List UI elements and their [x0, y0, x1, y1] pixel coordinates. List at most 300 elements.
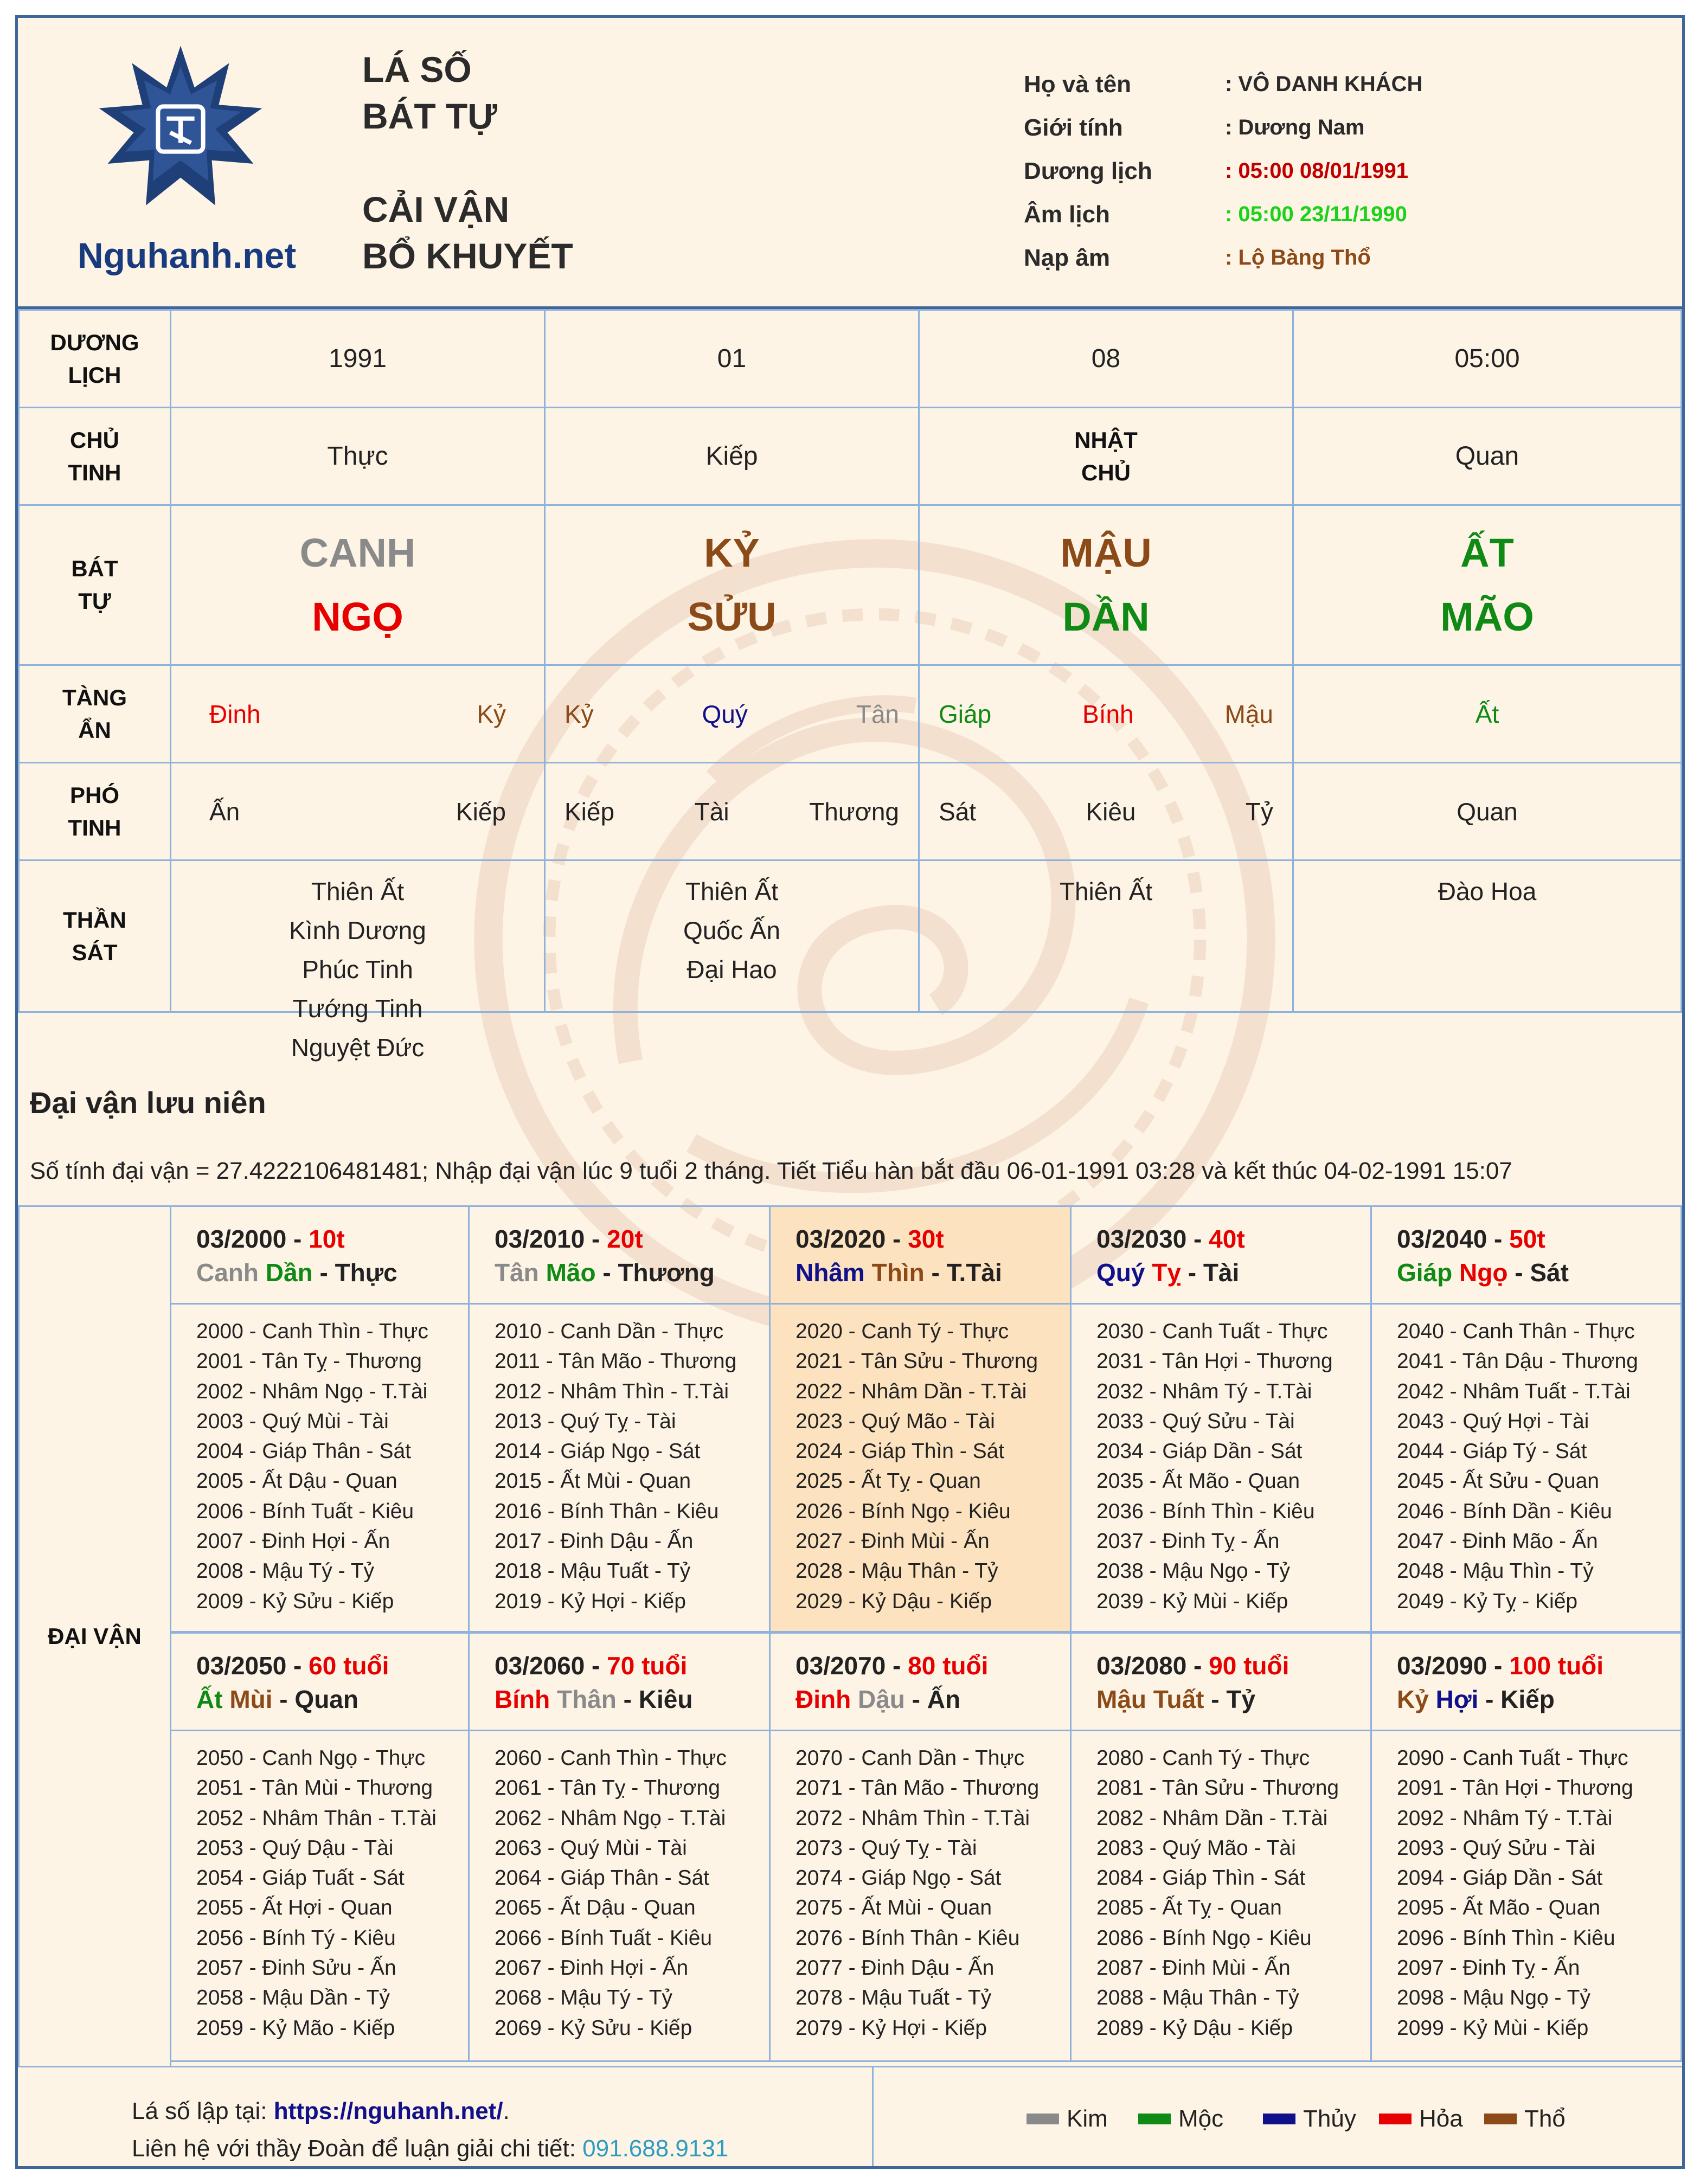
row-header-duong-lich: DƯƠNG LỊCH [18, 309, 171, 408]
year-item: 2039 - Kỷ Mùi - Kiếp [1096, 1589, 1288, 1613]
year-item: 2000 - Canh Thìn - Thực [196, 1320, 428, 1343]
dai-van-years [468, 1730, 771, 2062]
spirit-star: Quốc Ấn [683, 916, 780, 945]
earthly-branch: DẦN [1062, 594, 1150, 639]
dai-van-period [769, 1632, 1072, 1731]
site-name: Nguhanh.net [78, 235, 297, 275]
year-item: 2041 - Tân Dậu - Thương [1397, 1350, 1638, 1373]
dai-van-start [196, 1222, 468, 1256]
year-item: 2001 - Tân Tỵ - Thương [196, 1350, 422, 1373]
year-item: 2056 - Bính Tý - Kiêu [196, 1926, 396, 1950]
year-item: 2079 - Kỷ Hợi - Kiếp [796, 2016, 987, 2040]
space [865, 1258, 872, 1287]
ten-god: - Thương [595, 1258, 715, 1287]
dai-van-period [170, 1205, 470, 1305]
pillar-cell [1292, 664, 1682, 763]
dai-van-heading: Đại vận lưu niên [30, 1085, 266, 1120]
mộc-swatch-icon [1138, 2114, 1171, 2124]
secondary-star: Kiếp [564, 797, 615, 826]
secondary-star: Ấn [209, 797, 240, 826]
branch: Tuất [1153, 1685, 1204, 1713]
year-item: 2090 - Canh Tuất - Thực [1397, 1746, 1628, 1770]
year-item: 2096 - Bính Thìn - Kiêu [1397, 1926, 1615, 1950]
pillar-main-star: Thực [170, 407, 546, 506]
start-date: 03/2010 [495, 1225, 585, 1253]
year-item: 2067 - Đinh Hợi - Ấn [495, 1956, 689, 1980]
year-item: 2005 - Ất Dậu - Quan [196, 1469, 397, 1493]
dai-van-years [769, 1730, 1072, 2062]
pillar-cell [918, 762, 1294, 861]
info-value: : Dương Nam [1225, 115, 1365, 139]
pillar-cell [544, 664, 920, 763]
year-item: 2050 - Canh Ngọ - Thực [196, 1746, 426, 1770]
legend-label: Kim [1067, 2105, 1108, 2132]
year-item: 2030 - Canh Tuất - Thực [1096, 1320, 1328, 1343]
year-item: 2064 - Giáp Thân - Sát [495, 1866, 710, 1890]
start-date: 03/2060 [495, 1652, 585, 1680]
legend-item [1379, 2105, 1463, 2132]
info-value: : 05:00 23/11/1990 [1225, 202, 1407, 226]
pillar-spirit-list [544, 859, 920, 1013]
nguhanh-logo-icon [94, 42, 267, 216]
stem: Canh [196, 1258, 259, 1287]
title-line-2: BÁT TỰ [362, 96, 498, 136]
site-link[interactable]: https://nguhanh.net/ [273, 2098, 503, 2124]
secondary-star: Thương [809, 797, 899, 826]
pillar-main-star: NHẬT CHỦ [918, 407, 1294, 506]
pillar-stem-branch [918, 504, 1294, 666]
dai-van-pillar [796, 1256, 1070, 1289]
footer-contact [132, 2135, 728, 2162]
ten-god: - T.Tài [924, 1258, 1002, 1287]
year-item: 2019 - Kỷ Hợi - Kiếp [495, 1589, 686, 1613]
dai-van-years [170, 1730, 470, 2062]
hidden-stem: Đinh [209, 699, 261, 728]
pillar-date: 01 [544, 309, 920, 408]
spirit-star: Tướng Tinh [292, 994, 423, 1023]
year-item: 2054 - Giáp Tuất - Sát [196, 1866, 405, 1890]
separator: - [1487, 1652, 1510, 1680]
year-item: 2069 - Kỷ Sửu - Kiếp [495, 2016, 692, 2040]
secondary-star: Kiếp [456, 797, 506, 826]
hidden-stem: Quý [702, 699, 748, 728]
phone-number[interactable]: 091.688.9131 [582, 2135, 729, 2162]
year-item: 2081 - Tân Sửu - Thương [1096, 1776, 1339, 1800]
year-item: 2021 - Tân Sửu - Thương [796, 1350, 1038, 1373]
branch: Ngọ [1459, 1258, 1508, 1287]
space [1145, 1258, 1152, 1287]
branch: Dần [265, 1258, 313, 1287]
heavenly-stem: KỶ [704, 530, 760, 575]
year-item: 2072 - Nhâm Thìn - T.Tài [796, 1806, 1030, 1830]
start-age: 20t [607, 1225, 643, 1253]
year-item: 2045 - Ất Sửu - Quan [1397, 1469, 1599, 1493]
earthly-branch: MÃO [1440, 594, 1534, 639]
hidden-stem: Giáp [939, 699, 992, 728]
dai-van-period [1070, 1205, 1372, 1305]
info-label: Giới tính [1024, 114, 1123, 141]
pillar-spirit-list [1292, 859, 1682, 1013]
secondary-star: Sát [939, 797, 977, 826]
year-item: 2042 - Nhâm Tuất - T.Tài [1397, 1379, 1631, 1403]
start-age: 90 tuổi [1209, 1652, 1290, 1680]
spirit-star: Kình Dương [289, 916, 426, 945]
secondary-star: Tỷ [1245, 797, 1273, 826]
year-item: 2017 - Đinh Dậu - Ấn [495, 1530, 694, 1553]
dai-van-start [796, 1649, 1070, 1682]
year-item: 2088 - Mậu Thân - Tỷ [1096, 1986, 1299, 2010]
spirit-star: Phúc Tinh [302, 955, 413, 984]
year-item: 2024 - Giáp Thìn - Sát [796, 1440, 1005, 1463]
year-item: 2057 - Đinh Sửu - Ấn [196, 1956, 396, 1980]
ten-god: - Sát [1507, 1258, 1569, 1287]
pillar-stem-branch [1292, 504, 1682, 666]
year-item: 2060 - Canh Thìn - Thực [495, 1746, 727, 1770]
year-item: 2059 - Kỷ Mão - Kiếp [196, 2016, 395, 2040]
stem: Đinh [796, 1685, 851, 1713]
year-item: 2075 - Ất Mùi - Quan [796, 1896, 992, 1920]
year-item: 2083 - Quý Mão - Tài [1096, 1836, 1296, 1860]
year-item: 2035 - Ất Mão - Quan [1096, 1469, 1300, 1493]
year-item: 2011 - Tân Mão - Thương [495, 1350, 737, 1373]
year-item: 2095 - Ất Mão - Quan [1397, 1896, 1601, 1920]
year-item: 2015 - Ất Mùi - Quan [495, 1469, 691, 1493]
spirit-star: Thiên Ất [685, 877, 779, 905]
separator: - [1186, 1652, 1209, 1680]
year-item: 2063 - Quý Mùi - Tài [495, 1836, 687, 1860]
year-item: 2058 - Mậu Dần - Tỷ [196, 1986, 390, 2010]
dai-van-period [1070, 1632, 1372, 1731]
year-item: 2027 - Đinh Mùi - Ấn [796, 1530, 990, 1553]
year-item: 2074 - Giáp Ngọ - Sát [796, 1866, 1002, 1890]
year-item: 2071 - Tân Mão - Thương [796, 1776, 1040, 1800]
pillar-spirit-list [918, 859, 1294, 1013]
stem: Bính [495, 1685, 550, 1713]
year-item: 2010 - Canh Dần - Thực [495, 1320, 724, 1343]
bazi-chart-page [15, 15, 1685, 2169]
branch: Mùi [229, 1685, 273, 1713]
year-item: 2098 - Mậu Ngọ - Tỷ [1397, 1986, 1590, 2010]
year-item: 2068 - Mậu Tý - Tỷ [495, 1986, 673, 2010]
branch: Tỵ [1152, 1258, 1181, 1287]
dai-van-years [468, 1303, 771, 1633]
year-item: 2082 - Nhâm Dần - T.Tài [1096, 1806, 1328, 1830]
pillar-main-star: Kiếp [544, 407, 920, 506]
pillar-date: 08 [918, 309, 1294, 408]
pillar-cell [918, 664, 1294, 763]
year-item: 2047 - Đinh Mão - Ấn [1397, 1530, 1598, 1553]
year-item: 2023 - Quý Mão - Tài [796, 1409, 995, 1433]
pillar-spirit-list [170, 859, 546, 1062]
start-date: 03/2080 [1096, 1652, 1187, 1680]
year-item: 2006 - Bính Tuất - Kiêu [196, 1499, 414, 1523]
separator: - [1487, 1225, 1510, 1253]
title-line-3: CẢI VẬN [362, 189, 510, 229]
year-item: 2065 - Ất Dậu - Quan [495, 1896, 696, 1920]
pillar-date: 05:00 [1292, 309, 1682, 408]
dai-van-start [495, 1649, 769, 1682]
year-item: 2029 - Kỷ Dậu - Kiếp [796, 1589, 992, 1613]
year-item: 2013 - Quý Tỵ - Tài [495, 1409, 676, 1433]
legend-label: Thổ [1524, 2105, 1566, 2132]
footer-made-at [132, 2098, 510, 2125]
year-item: 2004 - Giáp Thân - Sát [196, 1440, 412, 1463]
pillar-cell [170, 664, 546, 763]
separator: - [286, 1652, 309, 1680]
dai-van-period [468, 1632, 771, 1731]
secondary-star: Quan [1457, 797, 1518, 826]
info-value: : 05:00 08/01/1991 [1225, 159, 1409, 183]
start-age: 50t [1509, 1225, 1545, 1253]
start-date: 03/2050 [196, 1652, 287, 1680]
pillar-stem-branch [544, 504, 920, 666]
year-item: 2055 - Ất Hợi - Quan [196, 1896, 393, 1920]
ten-god: - Thực [312, 1258, 397, 1287]
year-item: 2040 - Canh Thân - Thực [1397, 1320, 1635, 1343]
year-item: 2034 - Giáp Dần - Sát [1096, 1440, 1303, 1463]
dai-van-start [1397, 1222, 1680, 1256]
dai-van-pillar [1096, 1682, 1370, 1716]
year-item: 2044 - Giáp Tý - Sát [1397, 1440, 1587, 1463]
separator: - [585, 1652, 607, 1680]
made-at-dot: . [503, 2098, 510, 2124]
dai-van-period [1370, 1632, 1682, 1731]
row-header-tang-an: TÀNG ẨN [18, 664, 171, 763]
space [539, 1258, 546, 1287]
start-age: 40t [1209, 1225, 1245, 1253]
stem: Nhâm [796, 1258, 865, 1287]
dai-van-start [1096, 1649, 1370, 1682]
pillar-cell [544, 762, 920, 861]
dai-van-period [769, 1205, 1072, 1305]
chart-header [18, 18, 1682, 309]
separator: - [286, 1225, 309, 1253]
year-item: 2084 - Giáp Thìn - Sát [1096, 1866, 1306, 1890]
thổ-swatch-icon [1484, 2114, 1517, 2124]
year-item: 2025 - Ất Tỵ - Quan [796, 1469, 981, 1493]
dai-van-period [170, 1632, 470, 1731]
legend-label: Mộc [1178, 2105, 1224, 2132]
legend-item [1027, 2105, 1108, 2132]
pillar-main-star: Quan [1292, 407, 1682, 506]
dai-van-years [1370, 1303, 1682, 1633]
separator: - [1186, 1225, 1209, 1253]
row-header-bat-tu: BÁT TỰ [18, 504, 171, 666]
stem: Tân [495, 1258, 539, 1287]
year-item: 2016 - Bính Thân - Kiêu [495, 1499, 719, 1523]
branch: Thìn [871, 1258, 925, 1287]
info-label: Nạp âm [1024, 245, 1110, 271]
secondary-star: Tài [694, 797, 729, 826]
year-item: 2077 - Đinh Dậu - Ấn [796, 1956, 995, 1980]
space [1146, 1685, 1153, 1713]
year-item: 2036 - Bính Thìn - Kiêu [1096, 1499, 1315, 1523]
row-header-dai-van: ĐẠI VẬN [18, 1205, 171, 2067]
info-label: Dương lịch [1024, 158, 1152, 184]
dai-van-pillar [196, 1256, 468, 1289]
dai-van-pillar [495, 1682, 769, 1716]
year-item: 2018 - Mậu Tuất - Tỷ [495, 1559, 691, 1583]
dai-van-pillar [495, 1256, 769, 1289]
spirit-star: Thiên Ất [311, 877, 405, 905]
stem: Ất [196, 1685, 223, 1713]
year-item: 2092 - Nhâm Tý - T.Tài [1397, 1806, 1613, 1830]
dai-van-start [1096, 1222, 1370, 1256]
spirit-star: Đào Hoa [1438, 877, 1537, 905]
legend-item [1484, 2105, 1566, 2132]
year-item: 2028 - Mậu Thân - Tỷ [796, 1559, 998, 1583]
ten-god: - Kiêu [616, 1685, 693, 1713]
space [550, 1685, 557, 1713]
year-item: 2022 - Nhâm Dần - T.Tài [796, 1379, 1027, 1403]
year-item: 2062 - Nhâm Ngọ - T.Tài [495, 1806, 726, 1830]
spirit-star: Nguyệt Đức [291, 1033, 425, 1062]
info-label: Họ và tên [1024, 71, 1132, 98]
year-item: 2049 - Kỷ Tỵ - Kiếp [1397, 1589, 1578, 1613]
hidden-stem: Ất [1475, 699, 1499, 728]
earthly-branch: SỬU [687, 594, 777, 639]
start-date: 03/2070 [796, 1652, 886, 1680]
year-item: 2008 - Mậu Tý - Tỷ [196, 1559, 375, 1583]
ten-god: - Quan [272, 1685, 358, 1713]
start-age: 60 tuổi [309, 1652, 389, 1680]
year-item: 2087 - Đinh Mùi - Ấn [1096, 1956, 1291, 1980]
separator: - [886, 1652, 908, 1680]
start-date: 03/2020 [796, 1225, 886, 1253]
year-item: 2097 - Đinh Tỵ - Ấn [1397, 1956, 1580, 1980]
info-value: : Lộ Bàng Thổ [1225, 246, 1371, 269]
year-item: 2031 - Tân Hợi - Thương [1096, 1350, 1333, 1373]
branch: Mão [546, 1258, 596, 1287]
kim-swatch-icon [1027, 2114, 1059, 2124]
year-item: 2085 - Ất Tỵ - Quan [1096, 1896, 1282, 1920]
dai-van-start [796, 1222, 1070, 1256]
year-item: 2073 - Quý Tỵ - Tài [796, 1836, 977, 1860]
year-item: 2020 - Canh Tý - Thực [796, 1320, 1009, 1343]
separator: - [585, 1225, 607, 1253]
dai-van-years [1070, 1730, 1372, 2062]
year-item: 2089 - Kỷ Dậu - Kiếp [1096, 2016, 1293, 2040]
contact-label: Liên hệ với thầy Đoàn để luận giải chi tiết: [132, 2135, 583, 2162]
year-item: 2052 - Nhâm Thân - T.Tài [196, 1806, 437, 1830]
dai-van-start [196, 1649, 468, 1682]
start-age: 10t [309, 1225, 345, 1253]
space [259, 1258, 266, 1287]
pillar-cell [170, 762, 546, 861]
spirit-star: Đại Hao [687, 955, 777, 984]
start-date: 03/2000 [196, 1225, 287, 1253]
row-header-than-sat: THẦN SÁT [18, 859, 171, 1013]
hidden-stem: Mậu [1224, 699, 1273, 728]
year-item: 2076 - Bính Thân - Kiêu [796, 1926, 1020, 1950]
dai-van-start [495, 1222, 769, 1256]
year-item: 2002 - Nhâm Ngọ - T.Tài [196, 1379, 428, 1403]
branch: Dậu [857, 1685, 905, 1713]
dai-van-summary: Số tính đại vận = 27.4222106481481; Nhập đại vận lúc 9 tuổi 2 tháng. Tiết Tiểu hàn bắt đầu 06-01-1991 03:28 và kết thúc 04-02-1991 15:07 [30, 1158, 1512, 1184]
dai-van-pillar [796, 1682, 1070, 1716]
dai-van-years [170, 1303, 470, 1633]
dai-van-pillar [1397, 1682, 1680, 1716]
year-item: 2078 - Mậu Tuất - Tỷ [796, 1986, 992, 2010]
legend-label: Thủy [1303, 2105, 1356, 2132]
ten-god: - Ấn [904, 1685, 961, 1713]
stem: Quý [1096, 1258, 1145, 1287]
space [223, 1685, 230, 1713]
heavenly-stem: MẬU [1060, 530, 1152, 575]
row-header-pho-tinh: PHÓ TINH [18, 762, 171, 861]
year-item: 2051 - Tân Mùi - Thương [196, 1776, 433, 1800]
heavenly-stem: ẤT [1460, 530, 1514, 575]
year-item: 2009 - Kỷ Sửu - Kiếp [196, 1589, 394, 1613]
hidden-stem: Bính [1082, 699, 1134, 728]
year-item: 2048 - Mậu Thìn - Tỷ [1397, 1559, 1594, 1583]
year-item: 2043 - Quý Hợi - Tài [1397, 1409, 1589, 1433]
year-item: 2046 - Bính Dần - Kiêu [1397, 1499, 1612, 1523]
year-item: 2014 - Giáp Ngọ - Sát [495, 1440, 701, 1463]
space [1452, 1258, 1459, 1287]
row-header-chu-tinh: CHỦ TINH [18, 407, 171, 506]
year-item: 2080 - Canh Tý - Thực [1096, 1746, 1310, 1770]
year-item: 2007 - Đinh Hợi - Ấn [196, 1530, 390, 1553]
dai-van-years [1370, 1730, 1682, 2062]
dai-van-period [1370, 1205, 1682, 1305]
stem: Giáp [1397, 1258, 1453, 1287]
ten-god: - Kiếp [1478, 1685, 1555, 1713]
start-date: 03/2040 [1397, 1225, 1487, 1253]
ten-god: - Tỷ [1204, 1685, 1256, 1713]
year-item: 2086 - Bính Ngọ - Kiêu [1096, 1926, 1312, 1950]
start-age: 70 tuổi [607, 1652, 688, 1680]
year-item: 2093 - Quý Sửu - Tài [1397, 1836, 1595, 1860]
earthly-branch: NGỌ [312, 594, 403, 639]
year-item: 2091 - Tân Hợi - Thương [1397, 1776, 1633, 1800]
dai-van-period [468, 1205, 771, 1305]
year-item: 2099 - Kỷ Mùi - Kiếp [1397, 2016, 1589, 2040]
thủy-swatch-icon [1263, 2114, 1295, 2124]
stem: Mậu [1096, 1685, 1146, 1713]
branch: Hợi [1435, 1685, 1479, 1713]
legend-item [1138, 2105, 1223, 2132]
year-item: 2032 - Nhâm Tý - T.Tài [1096, 1379, 1312, 1403]
pillar-date: 1991 [170, 309, 546, 408]
title-line-1: LÁ SỐ [362, 49, 472, 89]
dai-van-years [1070, 1303, 1372, 1633]
pillar-cell [1292, 762, 1682, 861]
start-age: 80 tuổi [908, 1652, 989, 1680]
hỏa-swatch-icon [1379, 2114, 1412, 2124]
start-age: 30t [908, 1225, 944, 1253]
legend-item [1263, 2105, 1356, 2132]
hidden-stem: Tân [856, 699, 899, 728]
space [851, 1685, 858, 1713]
year-item: 2053 - Quý Dậu - Tài [196, 1836, 394, 1860]
stem: Kỷ [1397, 1685, 1429, 1713]
made-at-label: Lá số lập tại: [132, 2098, 274, 2124]
title-line-4: BỔ KHUYẾT [362, 236, 573, 276]
start-date: 03/2030 [1096, 1225, 1187, 1253]
year-item: 2033 - Quý Sửu - Tài [1096, 1409, 1295, 1433]
year-item: 2012 - Nhâm Thìn - T.Tài [495, 1379, 729, 1403]
start-date: 03/2090 [1397, 1652, 1487, 1680]
year-item: 2061 - Tân Tỵ - Thương [495, 1776, 720, 1800]
hidden-stem: Kỷ [564, 699, 594, 728]
hidden-stem: Kỷ [477, 699, 506, 728]
secondary-star: Kiêu [1086, 797, 1136, 826]
pillar-stem-branch [170, 504, 546, 666]
year-item: 2003 - Quý Mùi - Tài [196, 1409, 389, 1433]
separator: - [886, 1225, 908, 1253]
info-value: : VÔ DANH KHÁCH [1225, 72, 1423, 96]
